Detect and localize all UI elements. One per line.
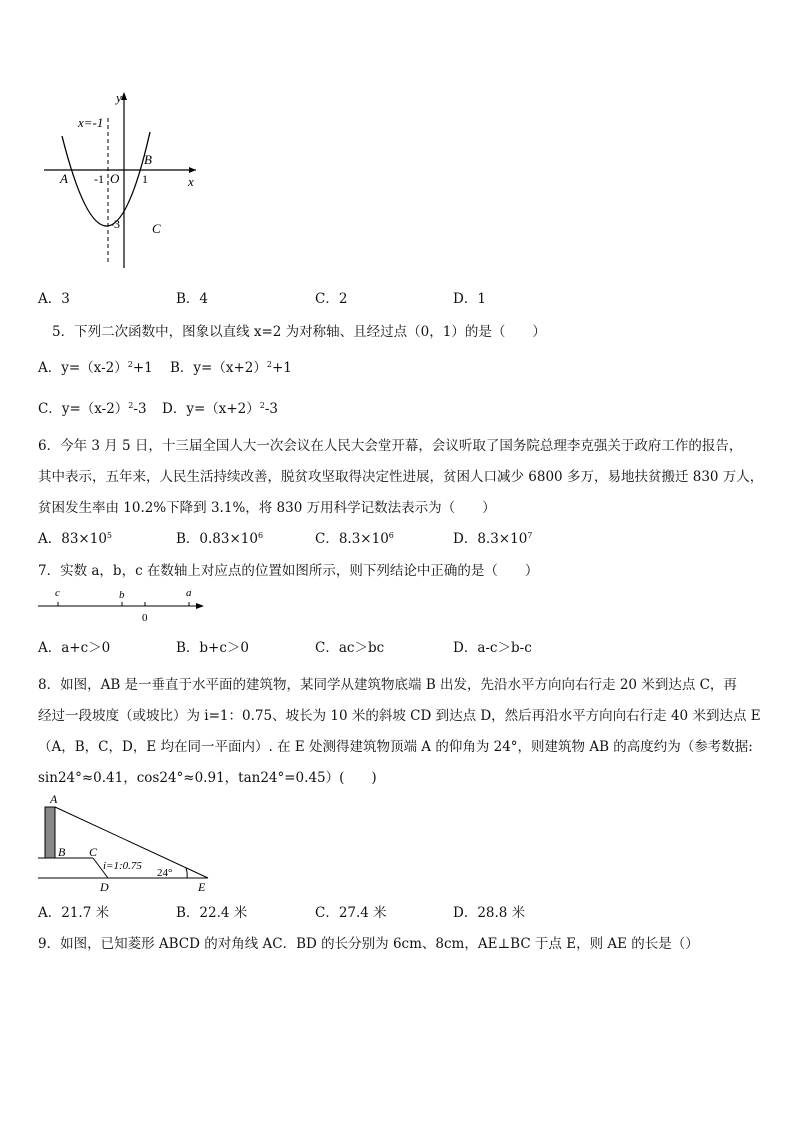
- q8-line-3: （A，B，C，D，E 均在同一平面内）. 在 E 处测得建筑物顶端 A 的仰角为 24°，则建筑物 AB 的高度约为（参考数据:: [38, 739, 753, 755]
- y-label: y: [116, 90, 122, 105]
- q6-line-2: 其中表示，五年来，人民生活持续改善，脱贫攻坚取得决定性进展，贫困人口减少 6800 多万，易地扶贫搬迁 830 万人，: [38, 469, 764, 485]
- q5-option-c[interactable]: [38, 400, 147, 418]
- q4-option-b[interactable]: B．4: [176, 291, 209, 307]
- axis-of-symmetry-label: x=-1: [78, 115, 104, 130]
- q6-option-c-exp: 6: [388, 531, 394, 540]
- q5-option-d-tail: -3: [264, 401, 279, 417]
- q8-option-c[interactable]: C．27.4 米: [315, 905, 387, 921]
- q6-line-1: 6．今年 3 月 5 日，十三届全国人大一次会议在人民大会堂开幕，会议听取了国务院总理李克强关于政府工作的报告，: [38, 438, 743, 454]
- q7-option-a[interactable]: A．a+c＞0: [38, 640, 111, 656]
- q5-option-b[interactable]: [170, 359, 292, 377]
- q5-option-a[interactable]: [38, 359, 153, 377]
- q5-option-b-tail: +1: [271, 360, 292, 376]
- q7-option-b[interactable]: B．b+c＞0: [176, 640, 250, 656]
- q6-option-d[interactable]: [453, 530, 532, 548]
- q6-line-3: 贫困发生率由 10.2%下降到 3.1%，将 830 万用科学记数法表示为（ ）: [38, 500, 496, 516]
- q5-option-c-tail: -3: [133, 401, 147, 417]
- q6-option-a-text: A．83×10: [38, 531, 107, 547]
- q4-option-a[interactable]: A．3: [38, 291, 70, 307]
- q5-option-d[interactable]: [162, 400, 278, 418]
- q8-option-a[interactable]: A．21.7 米: [38, 905, 110, 921]
- q5-option-a-sup: 2: [127, 360, 133, 369]
- q9-stem: 9．如图，已知菱形 ABCD 的对角线 AC．BD 的长分别为 6cm、8cm，AE⊥BC 于点 E，则 AE 的长是（）: [38, 936, 699, 952]
- q8-option-d[interactable]: D．28.8 米: [453, 905, 526, 921]
- building-ab: [45, 807, 55, 858]
- angle-label: 24°: [157, 867, 173, 879]
- point-a-label: A: [60, 171, 68, 186]
- q5-option-a-tail: +1: [132, 360, 153, 376]
- angle-arc: [186, 868, 187, 878]
- q5-option-b-sup: 2: [266, 360, 272, 369]
- label-d: D: [100, 880, 109, 894]
- q6-option-d-exp: 7: [527, 531, 533, 540]
- number-line: [36, 582, 211, 624]
- q8-line-1: 8．如图，AB 是一垂直于水平面的建筑物，某同学从建筑物底端 B 出发，先沿水平方向向右行走 20 米到达点 C，再: [38, 677, 737, 693]
- q6-option-d-text: D．8.3×10: [453, 531, 528, 547]
- q6-option-b-text: B．0.83×10: [176, 531, 258, 547]
- building-slope-figure: [36, 790, 216, 895]
- label-a: A: [50, 792, 58, 806]
- q5-option-b-text: B．y=（x+2）: [170, 360, 267, 376]
- label-zero: 0: [142, 612, 148, 624]
- q5-option-c-sup: 2: [128, 401, 134, 410]
- q5-stem: 5．下列二次函数中，图象以直线 x=2 为对称轴、且经过点（0，1）的是（ ）: [52, 324, 546, 340]
- q6-option-c-text: C．8.3×10: [315, 531, 389, 547]
- slope-label: i=1:0.75: [103, 860, 142, 872]
- q5-option-c-text: C．y=（x-2）: [38, 401, 129, 417]
- y-axis-arrow: [121, 92, 127, 100]
- point-b-label: B: [144, 152, 152, 167]
- q5-option-d-text: D．y=（x+2）: [162, 401, 260, 417]
- q8-option-b[interactable]: B．22.4 米: [176, 905, 248, 921]
- q6-option-a-exp: 5: [106, 531, 113, 540]
- q4-option-c[interactable]: C．2: [315, 291, 348, 307]
- point-c-label: C: [152, 221, 161, 236]
- label-b: b: [119, 589, 125, 601]
- origin-label: O: [110, 171, 120, 186]
- tick-neg1-label: -1: [94, 172, 104, 186]
- number-line-arrow: [196, 603, 204, 609]
- label-c: c: [55, 587, 60, 599]
- parabola-graph: [38, 88, 203, 273]
- tick-1-label: 1: [142, 172, 148, 186]
- x-label: x: [188, 174, 194, 189]
- label-e: E: [198, 880, 206, 894]
- q7-stem: 7．实数 a，b，c 在数轴上对应点的位置如图所示，则下列结论中正确的是（ ）: [38, 563, 539, 579]
- q6-option-b[interactable]: [176, 530, 263, 548]
- label-a: a: [186, 587, 192, 599]
- q7-option-c[interactable]: C．ac＞bc: [315, 640, 385, 656]
- q5-option-a-text: A．y=（x-2）: [38, 360, 128, 376]
- label-c: C: [89, 845, 98, 859]
- q8-line-4: sin24°≈0.41，cos24°≈0.91，tan24°=0.45）( ): [38, 770, 377, 786]
- q6-option-a[interactable]: [38, 530, 112, 548]
- q6-option-c[interactable]: [315, 530, 394, 548]
- q4-option-d[interactable]: D．1: [453, 291, 486, 307]
- tick-neg3-label: -3: [110, 217, 120, 231]
- q8-line-2: 经过一段坡度（或坡比）为 i=1：0.75、坡长为 10 米的斜坡 CD 到达点 D，然后再沿水平方向向右行走 40 米到达点 E: [38, 708, 761, 724]
- x-axis-arrow: [189, 167, 196, 173]
- q6-option-b-exp: 6: [257, 531, 264, 540]
- q5-option-d-sup: 2: [259, 401, 265, 410]
- q7-option-d[interactable]: D．a-c＞b-c: [453, 640, 532, 656]
- label-b: B: [58, 845, 66, 859]
- parabola-curve: [62, 132, 150, 226]
